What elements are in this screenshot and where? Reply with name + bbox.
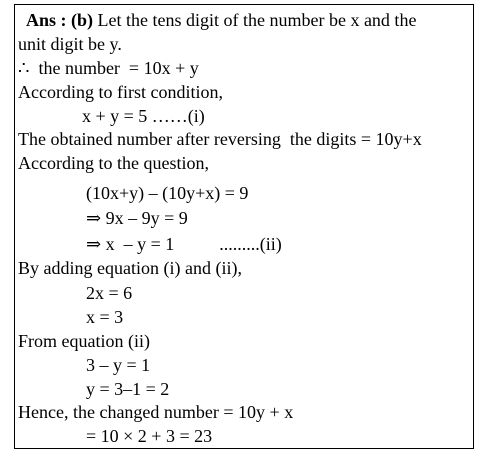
solution-line-15: 3 – y = 1 xyxy=(86,355,151,375)
solution-line-18: = 10 × 2 + 3 = 23 xyxy=(86,426,213,446)
solution-line-9: ⇒ 9x – 9y = 9 xyxy=(86,208,188,228)
solution-line-11: By adding equation (i) and (ii), xyxy=(18,258,242,278)
answer-header-line xyxy=(26,9,416,31)
answer-label: Ans : xyxy=(26,10,67,30)
solution-line-12: 2x = 6 xyxy=(86,283,133,303)
solution-line-17: Hence, the changed number = 10y + x xyxy=(18,402,294,422)
solution-line-5: x + y = 5 ……(i) xyxy=(82,106,205,126)
solution-line-3: ∴ the number = 10x + y xyxy=(18,58,199,78)
solution-line-2: unit digit be y. xyxy=(18,34,122,54)
solution-line-1: Let the tens digit of the number be x and the xyxy=(97,10,417,30)
solution-line-7: According to the question, xyxy=(18,153,209,173)
solution-line-8: (10x+y) – (10y+x) = 9 xyxy=(86,183,249,203)
solution-line-6: The obtained number after reversing the digits = 10y+x xyxy=(18,129,422,149)
solution-line-13: x = 3 xyxy=(86,307,124,327)
solution-line-14: From equation (ii) xyxy=(18,331,150,351)
answer-option: (b) xyxy=(71,10,94,30)
solution-line-10: ⇒ x – y = 1 .........(ii) xyxy=(86,234,282,254)
solution-line-4: According to first condition, xyxy=(18,82,223,102)
solution-line-16: y = 3–1 = 2 xyxy=(86,379,170,399)
